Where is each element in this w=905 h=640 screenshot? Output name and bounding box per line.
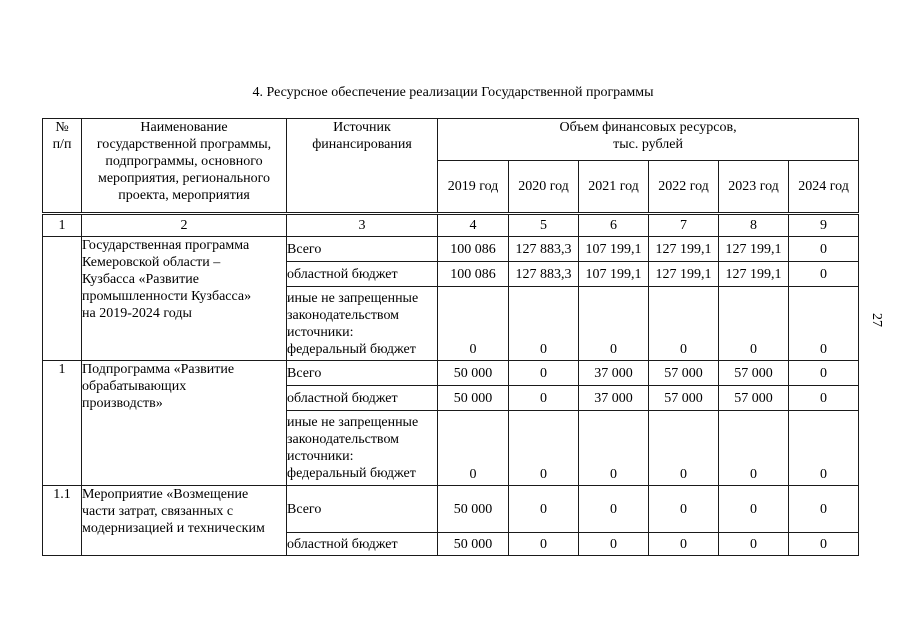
column-number: 1 <box>43 214 82 237</box>
value-cell: 127 883,3 <box>509 262 579 287</box>
column-number: 9 <box>789 214 859 237</box>
section-title: 4. Ресурсное обеспечение реализации Государственной программы <box>252 85 654 100</box>
value-cell: 0 <box>789 411 859 486</box>
value-cell: 0 <box>719 287 789 361</box>
table-row <box>43 361 859 386</box>
column-number: 8 <box>719 214 789 237</box>
program-name: Государственная программа Кемеровской области – Кузбасса «Развитие промышленности Кузбасса» на 2019-2024 годы <box>82 237 287 361</box>
value-cell: 127 199,1 <box>719 262 789 287</box>
value-cell: 50 000 <box>438 533 509 556</box>
header-source: Источник финансирования <box>287 119 438 214</box>
value-cell: 0 <box>719 411 789 486</box>
header-name: Наименование государственной программы, подпрограммы, основного мероприятия, регионального проекта, мероприятия <box>82 119 287 214</box>
value-cell: 0 <box>649 287 719 361</box>
value-cell: 57 000 <box>719 361 789 386</box>
subprogram-name: Подпрограмма «Развитие обрабатывающих производств» <box>82 361 287 486</box>
value-cell: 0 <box>789 287 859 361</box>
value-cell: 0 <box>509 411 579 486</box>
funding-source: иные не запрещенные законодательством источники: федеральный бюджет <box>287 287 438 361</box>
header-year-2022: 2022 год <box>649 161 719 214</box>
value-cell: 50 000 <box>438 486 509 533</box>
value-cell: 0 <box>789 262 859 287</box>
value-cell: 0 <box>649 533 719 556</box>
value-cell: 127 199,1 <box>719 237 789 262</box>
column-number: 4 <box>438 214 509 237</box>
value-cell: 57 000 <box>649 386 719 411</box>
value-cell: 107 199,1 <box>579 262 649 287</box>
column-number: 5 <box>509 214 579 237</box>
table-row <box>43 486 859 533</box>
column-number: 3 <box>287 214 438 237</box>
value-cell: 127 883,3 <box>509 237 579 262</box>
value-cell: 0 <box>579 411 649 486</box>
value-cell: 0 <box>438 287 509 361</box>
header-year-2019: 2019 год <box>438 161 509 214</box>
funding-source: иные не запрещенные законодательством источники: федеральный бюджет <box>287 411 438 486</box>
value-cell: 107 199,1 <box>579 237 649 262</box>
value-cell: 0 <box>579 533 649 556</box>
page-number: 27 <box>869 313 884 327</box>
value-cell: 0 <box>789 486 859 533</box>
value-cell: 0 <box>509 533 579 556</box>
value-cell: 127 199,1 <box>649 237 719 262</box>
value-cell: 127 199,1 <box>649 262 719 287</box>
value-cell: 0 <box>719 486 789 533</box>
column-number: 2 <box>82 214 287 237</box>
funding-source: областной бюджет <box>287 533 438 556</box>
header-year-2020: 2020 год <box>509 161 579 214</box>
value-cell: 57 000 <box>649 361 719 386</box>
value-cell: 50 000 <box>438 386 509 411</box>
value-cell: 0 <box>579 486 649 533</box>
row-number: 1 <box>43 361 82 486</box>
header-number: № п/п <box>43 119 82 214</box>
column-numbers-row <box>43 214 859 237</box>
value-cell: 0 <box>789 361 859 386</box>
value-cell: 0 <box>789 386 859 411</box>
header-year-2021: 2021 год <box>579 161 649 214</box>
value-cell: 37 000 <box>579 361 649 386</box>
value-cell: 100 086 <box>438 262 509 287</box>
column-number: 7 <box>649 214 719 237</box>
funding-source: Всего <box>287 237 438 262</box>
table-row <box>43 237 859 262</box>
header-year-2023: 2023 год <box>719 161 789 214</box>
value-cell: 0 <box>509 486 579 533</box>
value-cell: 0 <box>719 533 789 556</box>
row-number <box>43 237 82 361</box>
funding-source: областной бюджет <box>287 262 438 287</box>
header-financial-volume: Объем финансовых ресурсов, тыс. рублей <box>438 119 859 161</box>
resource-table <box>42 118 859 556</box>
column-number: 6 <box>579 214 649 237</box>
value-cell: 0 <box>509 287 579 361</box>
value-cell: 0 <box>579 287 649 361</box>
activity-name: Мероприятие «Возмещение части затрат, связанных с модернизацией и техническим <box>82 486 287 556</box>
value-cell: 57 000 <box>719 386 789 411</box>
value-cell: 0 <box>509 361 579 386</box>
value-cell: 100 086 <box>438 237 509 262</box>
funding-source: Всего <box>287 486 438 533</box>
funding-source: областной бюджет <box>287 386 438 411</box>
funding-source: Всего <box>287 361 438 386</box>
value-cell: 0 <box>789 237 859 262</box>
header-year-2024: 2024 год <box>789 161 859 214</box>
value-cell: 50 000 <box>438 361 509 386</box>
row-number: 1.1 <box>43 486 82 556</box>
value-cell: 0 <box>438 411 509 486</box>
header-row <box>43 119 859 161</box>
value-cell: 37 000 <box>579 386 649 411</box>
value-cell: 0 <box>649 486 719 533</box>
value-cell: 0 <box>649 411 719 486</box>
value-cell: 0 <box>789 533 859 556</box>
value-cell: 0 <box>509 386 579 411</box>
